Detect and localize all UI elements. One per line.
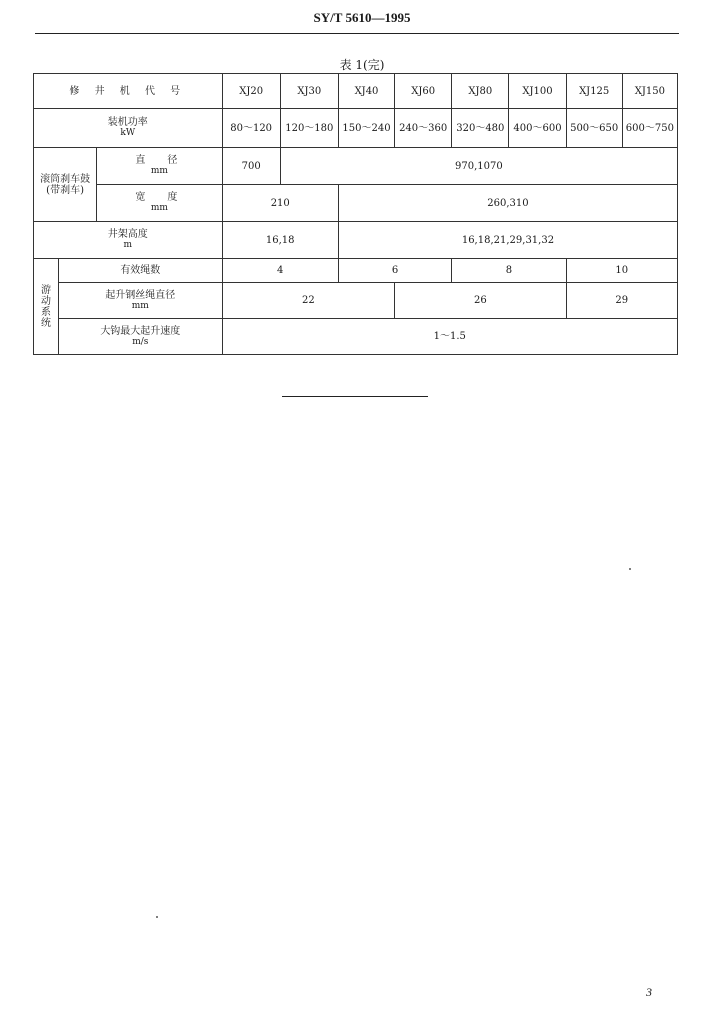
scan-speck <box>156 916 158 918</box>
table-row-drum-diameter <box>34 148 678 185</box>
drum-width-label-text: 宽 度 <box>135 192 184 203</box>
model-cell: XJ40 <box>338 74 394 109</box>
model-cell: XJ80 <box>452 74 509 109</box>
power-value: 600～750 <box>622 109 677 148</box>
table-row-mast <box>34 222 678 259</box>
power-value: 150～240 <box>338 109 394 148</box>
traveling-char: 统 <box>41 317 52 329</box>
rope-value: 26 <box>395 283 567 319</box>
drum-diameter-label-text: 直 径 <box>135 155 184 166</box>
lines-value: 6 <box>338 259 451 283</box>
lines-label: 有效绳数 <box>59 259 223 283</box>
table-row-power <box>34 109 678 148</box>
rope-label <box>59 283 223 319</box>
power-value: 240～360 <box>395 109 452 148</box>
mast-label <box>34 222 223 259</box>
table-caption: 表 1(完) <box>339 58 385 72</box>
model-code-header: 修 井 机 代 号 <box>34 74 223 109</box>
rope-unit: mm <box>131 300 149 311</box>
traveling-char: 系 <box>41 306 52 318</box>
mast-value: 16,18 <box>222 222 338 259</box>
drum-width-unit: mm <box>150 203 168 213</box>
power-value: 500～650 <box>566 109 622 148</box>
power-unit: kW <box>120 128 136 138</box>
rope-value: 22 <box>222 283 395 319</box>
traveling-group-label <box>34 259 59 355</box>
mast-value: 16,18,21,29,31,32 <box>338 222 677 259</box>
drum-width-value: 260,310 <box>338 185 677 222</box>
model-cell: XJ150 <box>622 74 677 109</box>
lines-value: 4 <box>222 259 338 283</box>
power-value: 320～480 <box>452 109 509 148</box>
speed-label <box>59 319 223 355</box>
table-row-models <box>34 74 678 109</box>
scan-speck <box>629 568 631 570</box>
model-cell: XJ60 <box>395 74 452 109</box>
traveling-char: 动 <box>41 295 52 307</box>
model-cell: XJ125 <box>566 74 622 109</box>
page-number: 3 <box>646 985 652 999</box>
drum-diameter-value: 970,1070 <box>280 148 677 185</box>
power-value: 120～180 <box>280 109 338 148</box>
end-rule <box>282 396 428 397</box>
power-value: 80～120 <box>222 109 280 148</box>
drum-group-label-line1: 滚筒刹车鼓 <box>40 173 91 185</box>
drum-diameter-unit: mm <box>150 166 168 176</box>
header-rule <box>35 33 679 34</box>
speed-label-text: 大钩最大起升速度 <box>100 325 181 337</box>
lines-value: 10 <box>566 259 677 283</box>
power-label-text: 装机功率 <box>107 117 148 128</box>
rope-label-text: 起升钢丝绳直径 <box>105 289 176 301</box>
drum-width-value: 210 <box>222 185 338 222</box>
mast-label-text: 井架高度 <box>107 229 148 240</box>
drum-group-label <box>34 148 97 222</box>
rope-value: 29 <box>566 283 677 319</box>
speed-unit: m/s <box>132 336 149 347</box>
table-row-lines <box>34 259 678 283</box>
drum-group-label-line2: (带刹车) <box>46 184 84 196</box>
traveling-char: 游 <box>41 284 52 296</box>
model-cell: XJ30 <box>280 74 338 109</box>
model-cell: XJ100 <box>509 74 566 109</box>
drum-diameter-label <box>97 148 222 185</box>
power-value: 400～600 <box>509 109 566 148</box>
table-row-drum-width <box>34 185 678 222</box>
model-cell: XJ20 <box>222 74 280 109</box>
speed-value: 1～1.5 <box>222 319 677 355</box>
drum-diameter-value: 700 <box>222 148 280 185</box>
drum-width-label <box>97 185 222 222</box>
table-row-rope <box>34 283 678 319</box>
lines-value: 8 <box>452 259 566 283</box>
mast-unit: m <box>123 240 133 250</box>
spec-table <box>33 73 678 355</box>
table-row-speed <box>34 319 678 355</box>
power-label <box>34 109 223 148</box>
standard-number: SY/T 5610—1995 <box>313 10 411 25</box>
